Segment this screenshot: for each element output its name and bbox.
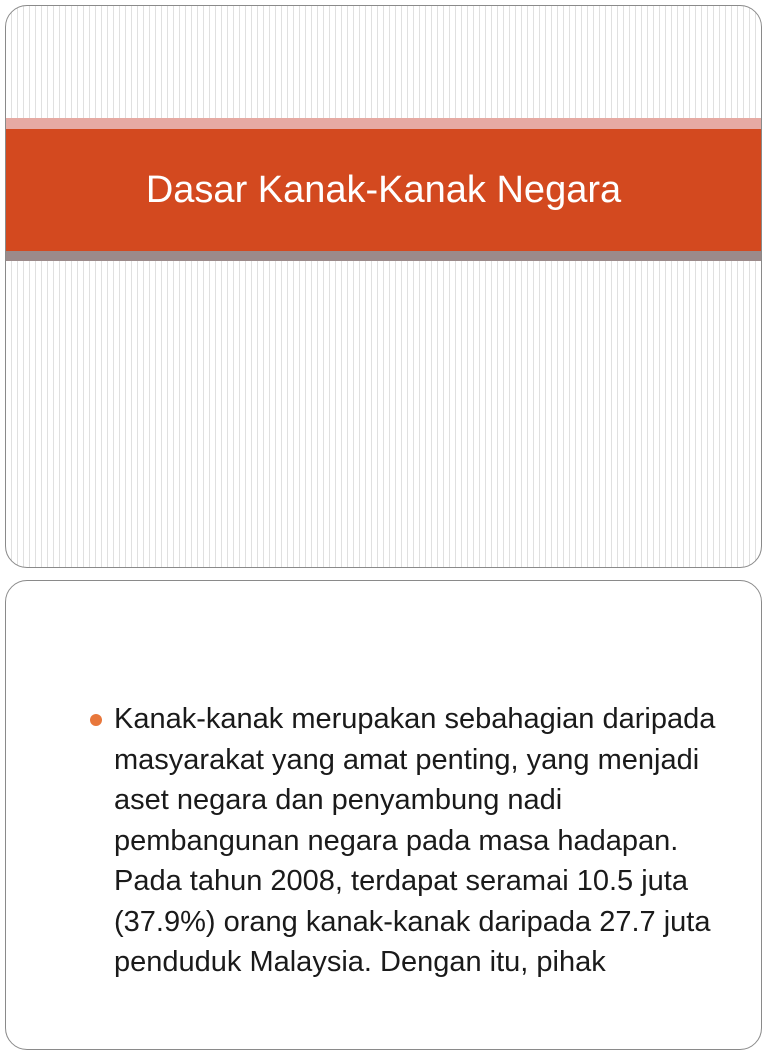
slide-title: Dasar Kanak-Kanak Negara: [145, 168, 622, 211]
bullet-item: [90, 699, 740, 983]
bullet-list: [90, 699, 740, 983]
title-band: [6, 129, 761, 251]
title-band-bottom-stripe: [6, 251, 761, 261]
title-slide: [5, 5, 762, 568]
content-slide: [5, 580, 762, 1050]
title-band-top-stripe: [6, 118, 761, 129]
bullet-text: Kanak-kanak merupakan sebahagian daripada masyarakat yang amat penting, yang menjadi aset negara dan penyambung nadi pembangunan negara pada masa hadapan. Pada tahun 2008, terdapat seramai 10.5 juta (37.9%) orang kanak-kanak daripada 27.7 juta penduduk Malaysia. Dengan itu, pihak: [114, 703, 716, 978]
bullet-dot-icon: [90, 714, 102, 726]
